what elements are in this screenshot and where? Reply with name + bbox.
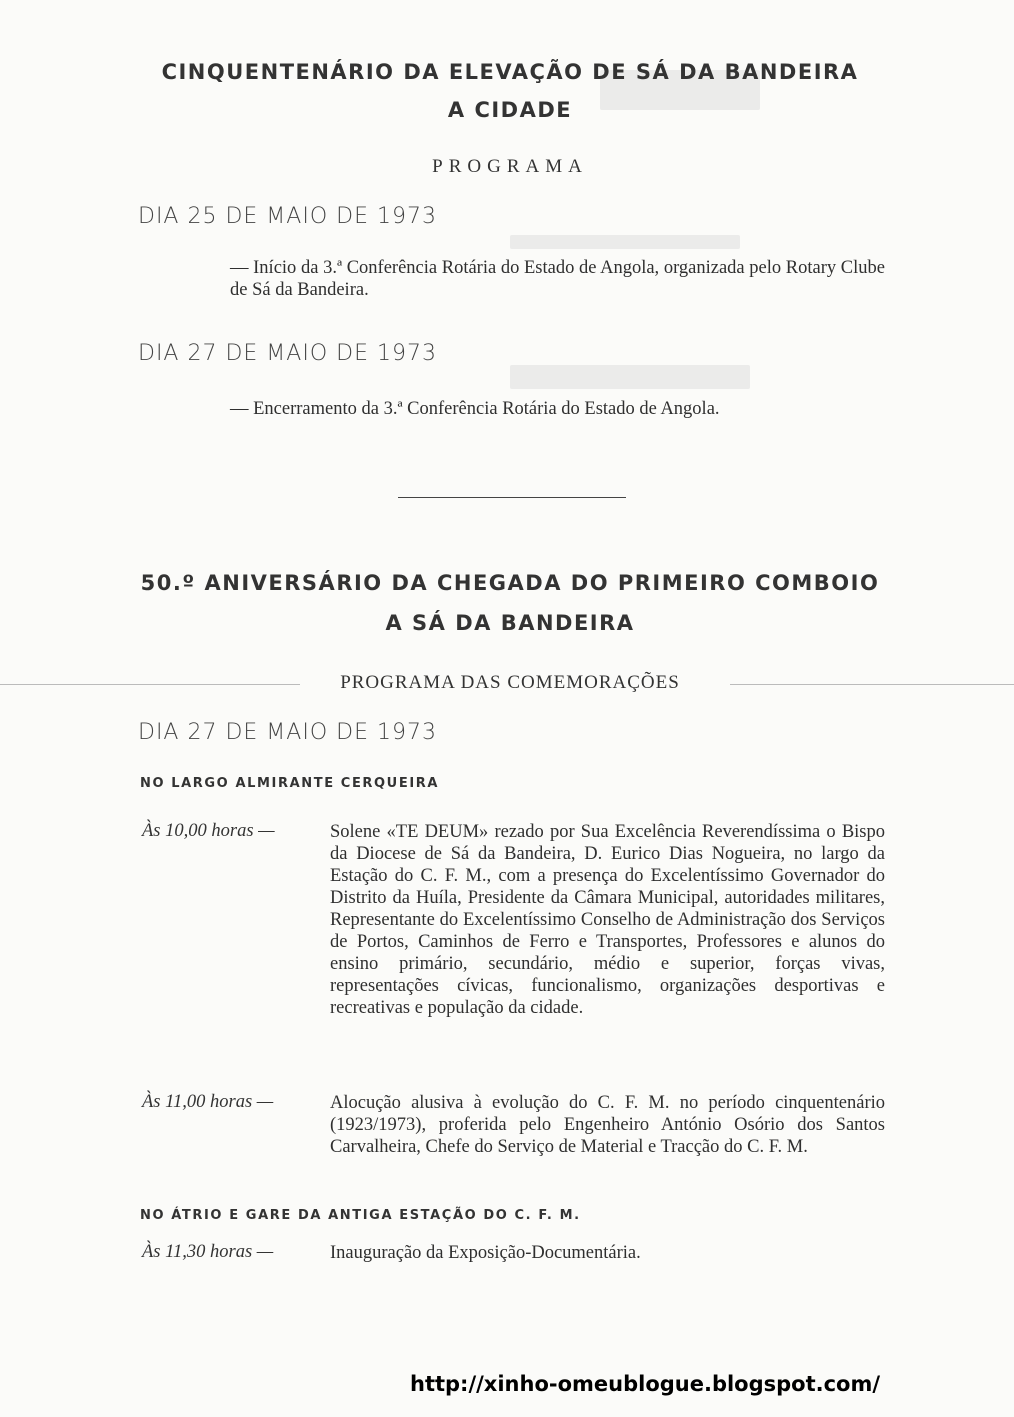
event-description: Alocução alusiva à evolução do C. F. M. no período cinquentenário (1923/1973), proferida pelo Engenheiro António Osório dos Santos Carvalheira, Chefe do Serviço de Material e Tracção do C. F. M. bbox=[330, 1093, 885, 1157]
section2-title-line1: 50.º ANIVERSÁRIO DA CHEGADA DO PRIMEIRO COMBOIO bbox=[140, 571, 880, 595]
day-event-text: — Encerramento da 3.ª Conferência Rotária do Estado de Angola. bbox=[230, 399, 720, 419]
event-time: Às 11,30 horas — bbox=[142, 1242, 274, 1262]
event-time: Às 10,00 horas — bbox=[142, 821, 275, 841]
day-heading: DIA 25 DE MAIO DE 1973 bbox=[138, 204, 437, 229]
section1-title-line1: CINQUENTENÁRIO DA ELEVAÇÃO DE SÁ DA BANDEIRA bbox=[161, 60, 859, 84]
section2-subtitle: PROGRAMA DAS COMEMORAÇÕES bbox=[340, 672, 680, 693]
day-event-text: — Início da 3.ª Conferência Rotária do Estado de Angola, organizada pelo Rotary Clube de Sá da Bandeira. bbox=[230, 258, 885, 300]
blog-url-watermark: http://xinho-omeublogue.blogspot.com/ bbox=[410, 1372, 881, 1396]
location-heading: NO LARGO ALMIRANTE CERQUEIRA bbox=[140, 776, 440, 791]
day-heading: DIA 27 DE MAIO DE 1973 bbox=[138, 720, 437, 745]
event-description: Inauguração da Exposição-Documentária. bbox=[330, 1243, 641, 1263]
section-divider bbox=[398, 497, 626, 498]
day-heading: DIA 27 DE MAIO DE 1973 bbox=[138, 341, 437, 366]
section1-title-line2: A CIDADE bbox=[447, 98, 573, 122]
location-heading: NO ÁTRIO E GARE DA ANTIGA ESTAÇÃO DO C. F. M. bbox=[140, 1208, 581, 1223]
scan-smudge bbox=[510, 365, 750, 389]
section1-subtitle: PROGRAMA bbox=[432, 156, 588, 177]
scan-smudge bbox=[510, 235, 740, 249]
section2-title-line2: A SÁ DA BANDEIRA bbox=[385, 611, 635, 635]
event-time: Às 11,00 horas — bbox=[142, 1092, 274, 1112]
event-description: Solene «TE DEUM» rezado por Sua Excelência Reverendíssima o Bispo da Diocese de Sá da Bandeira, D. Eurico Dias Nogueira, no largo da Estação do C. F. M., com a presença do Excelentíssimo Governador do Distrito da Huíla, Presidente da Câmara Municipal, autoridades militares, Representante do Excelentíssimo Conselho de Administração dos Serviços de Portos, Caminhos de Ferro e Transportes, Professores e alunos do ensino primário, secundário, médio e superior, forças vivas, representações cívicas, funcionalismo, organizações desportivas e recreativas e população da cidade. bbox=[330, 822, 885, 1018]
